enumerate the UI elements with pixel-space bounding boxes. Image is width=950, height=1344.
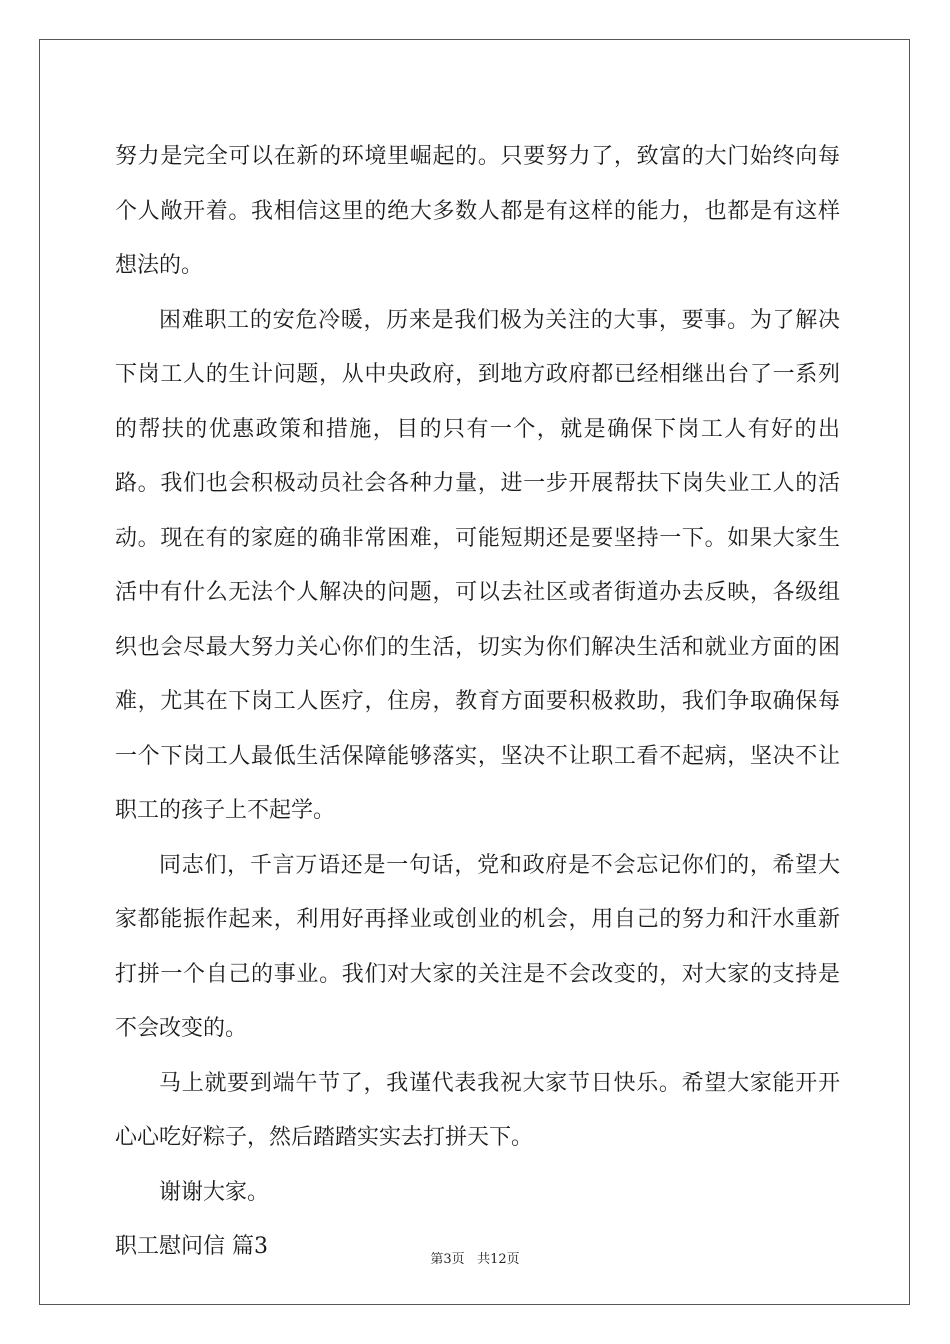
total-pages: 共12页	[477, 1252, 520, 1267]
page-number: 第3页	[430, 1252, 465, 1267]
section-heading: 职工慰问信 篇3	[115, 1234, 268, 1259]
page-footer	[0, 1248, 950, 1267]
paragraph-1: 努力是完全可以在新的环境里崛起的。只要努力了，致富的大门始终向每个人敞开着。我相信这里的绝大多数人都是有这样的能力，也都是有这样想法的。	[115, 144, 840, 278]
paragraph-4: 马上就要到端午节了，我谨代表我祝大家节日快乐。希望大家能开开心心吃好粽子，然后踏踏实实去打拼天下。	[115, 1070, 840, 1150]
document-body	[115, 130, 840, 1275]
paragraph-5: 谢谢大家。	[159, 1179, 270, 1205]
paragraph-3: 同志们，千言万语还是一句话，党和政府是不会忘记你们的，希望大家都能振作起来，利用好再择业或创业的机会，用自己的努力和汗水重新打拼一个自己的事业。我们对大家的关注是不会改变的，对大家的支持是不会改变的。	[115, 852, 840, 1041]
paragraph-2: 困难职工的安危冷暖，历来是我们极为关注的大事，要事。为了解决下岗工人的生计问题，从中央政府，到地方政府都已经相继出台了一系列的帮扶的优惠政策和措施，目的只有一个，就是确保下岗工人有好的出路。我们也会积极动员社会各种力量，进一步开展帮扶下岗失业工人的活动。现在有的家庭的确非常困难，可能短期还是要坚持一下。如果大家生活中有什么无法个人解决的问题，可以去社区或者街道办去反映，各级组织也会尽最大努力关心你们的生活，切实为你们解决生活和就业方面的困难，尤其在下岗工人医疗，住房，教育方面要积极救助，我们争取确保每一个下岗工人最低生活保障能够落实，坚决不让职工看不起病，坚决不让职工的孩子上不起学。	[115, 307, 840, 823]
